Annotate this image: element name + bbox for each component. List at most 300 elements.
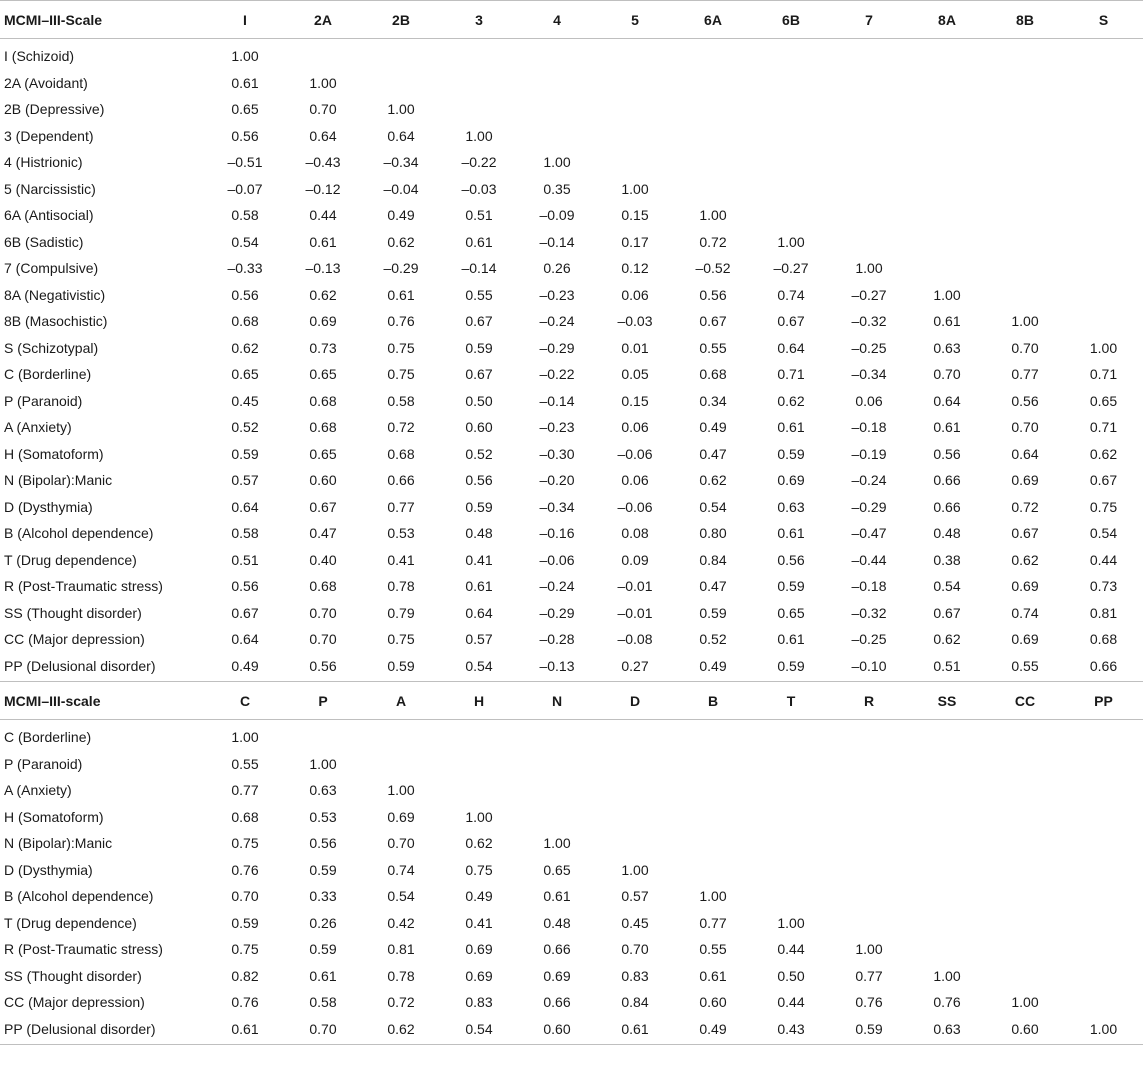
correlation-cell bbox=[908, 883, 986, 910]
correlation-cell: 0.53 bbox=[387, 525, 415, 542]
correlation-cell: 0.62 bbox=[933, 631, 961, 648]
correlation-cell: 0.50 bbox=[777, 967, 805, 984]
correlation-cell: 0.44 bbox=[777, 941, 805, 958]
row-label: CC (Major depression) bbox=[4, 631, 145, 648]
column-header: 2B bbox=[362, 1, 440, 39]
correlation-cell bbox=[830, 202, 908, 229]
row-label: B (Alcohol dependence) bbox=[4, 888, 154, 905]
correlation-cell: 0.83 bbox=[621, 967, 649, 984]
correlation-cell bbox=[986, 202, 1064, 229]
correlation-cell: 0.54 bbox=[465, 657, 493, 674]
correlation-cell: –0.30 bbox=[539, 445, 575, 462]
correlation-cell: 0.64 bbox=[387, 127, 415, 144]
correlation-cell: 0.62 bbox=[362, 1016, 440, 1045]
correlation-cell bbox=[1064, 883, 1143, 910]
correlation-cell: –0.09 bbox=[539, 207, 575, 224]
table2-header-row bbox=[0, 682, 1143, 720]
row-label: 4 (Histrionic) bbox=[4, 154, 83, 171]
row-label: 6A (Antisocial) bbox=[4, 207, 94, 224]
correlation-cell bbox=[440, 70, 518, 97]
correlation-cell: 0.72 bbox=[387, 419, 415, 436]
correlation-cell: 0.70 bbox=[621, 941, 649, 958]
correlation-cell: 0.59 bbox=[309, 941, 337, 958]
correlation-cell: 0.69 bbox=[465, 941, 493, 958]
table-row bbox=[0, 149, 1143, 176]
correlation-cell: 0.08 bbox=[621, 525, 649, 542]
correlation-cell: 0.62 bbox=[699, 472, 727, 489]
correlation-cell bbox=[830, 96, 908, 123]
correlation-cell: 0.17 bbox=[621, 233, 649, 250]
correlation-cell: 0.61 bbox=[309, 967, 337, 984]
correlation-cell: 0.69 bbox=[309, 313, 337, 330]
correlation-cell bbox=[830, 123, 908, 150]
row-label: R (Post-Traumatic stress) bbox=[4, 578, 163, 595]
table1-body bbox=[0, 39, 1143, 682]
correlation-cell bbox=[830, 39, 908, 70]
column-header: 7 bbox=[830, 1, 908, 39]
column-header: CC bbox=[986, 682, 1064, 720]
correlation-cell: 0.55 bbox=[1011, 657, 1039, 674]
row-label: S (Schizotypal) bbox=[4, 339, 99, 356]
correlation-cell bbox=[674, 720, 752, 751]
correlation-cell: 0.44 bbox=[777, 994, 805, 1011]
correlation-cell: 0.56 bbox=[933, 445, 961, 462]
correlation-cell: –0.14 bbox=[539, 392, 575, 409]
table-row bbox=[0, 229, 1143, 256]
correlation-cell bbox=[752, 123, 830, 150]
correlation-cell: –0.14 bbox=[461, 260, 497, 277]
correlation-cell: 0.26 bbox=[309, 914, 337, 931]
correlation-cell: 0.77 bbox=[1011, 366, 1039, 383]
correlation-cell: 0.67 bbox=[231, 604, 259, 621]
table-row bbox=[0, 653, 1143, 682]
column-header: N bbox=[518, 682, 596, 720]
correlation-cell bbox=[908, 229, 986, 256]
correlation-cell: 0.49 bbox=[387, 207, 415, 224]
row-label: P (Paranoid) bbox=[4, 755, 83, 772]
correlation-cell bbox=[752, 883, 830, 910]
correlation-cell: –0.06 bbox=[617, 498, 653, 515]
correlation-cell bbox=[1064, 751, 1143, 778]
correlation-cell bbox=[1064, 910, 1143, 937]
correlation-cell bbox=[284, 39, 362, 70]
correlation-cell: –0.24 bbox=[539, 313, 575, 330]
column-header: H bbox=[440, 682, 518, 720]
row-label: SS (Thought disorder) bbox=[4, 604, 142, 621]
correlation-cell: 0.49 bbox=[699, 657, 727, 674]
correlation-cell: –0.12 bbox=[305, 180, 341, 197]
correlation-cell: 0.64 bbox=[777, 339, 805, 356]
correlation-cell bbox=[596, 804, 674, 831]
correlation-cell bbox=[518, 70, 596, 97]
correlation-cell: 0.72 bbox=[387, 994, 415, 1011]
correlation-cell: –0.22 bbox=[461, 154, 497, 171]
correlation-cell bbox=[908, 936, 986, 963]
correlation-cell: 0.55 bbox=[231, 755, 259, 772]
correlation-cell: 0.71 bbox=[1089, 366, 1118, 383]
correlation-cell: –0.08 bbox=[617, 631, 653, 648]
column-header: 4 bbox=[518, 1, 596, 39]
correlation-cell bbox=[518, 777, 596, 804]
table-row bbox=[0, 830, 1143, 857]
correlation-cell: –0.29 bbox=[539, 604, 575, 621]
correlation-cell: –0.04 bbox=[383, 180, 419, 197]
correlation-cell: 0.54 bbox=[440, 1016, 518, 1045]
correlation-cell: 0.60 bbox=[986, 1016, 1064, 1045]
correlation-cell: 0.67 bbox=[1089, 472, 1118, 489]
correlation-cell: 0.64 bbox=[231, 631, 259, 648]
correlation-cell bbox=[440, 720, 518, 751]
correlation-cell bbox=[674, 751, 752, 778]
correlation-cell: 1.00 bbox=[855, 260, 883, 277]
row-label: D (Dysthymia) bbox=[4, 861, 93, 878]
row-label: 7 (Compulsive) bbox=[4, 260, 99, 277]
correlation-cell: –0.33 bbox=[227, 260, 263, 277]
correlation-cell: 0.54 bbox=[231, 233, 259, 250]
table-row bbox=[0, 414, 1143, 441]
correlation-cell: 0.57 bbox=[231, 472, 259, 489]
correlation-cell bbox=[908, 176, 986, 203]
correlation-cell bbox=[986, 39, 1064, 70]
correlation-cell: –0.06 bbox=[539, 551, 575, 568]
correlation-cell: 0.77 bbox=[231, 782, 259, 799]
correlation-cell: 0.68 bbox=[309, 419, 337, 436]
correlation-cell: 0.09 bbox=[621, 551, 649, 568]
correlation-cell bbox=[518, 720, 596, 751]
correlation-cell: 0.83 bbox=[465, 994, 493, 1011]
row-label: A (Anxiety) bbox=[4, 782, 72, 799]
table2-header bbox=[0, 682, 1143, 720]
correlation-cell bbox=[518, 804, 596, 831]
correlation-cell bbox=[752, 830, 830, 857]
column-header: 6B bbox=[752, 1, 830, 39]
correlation-cell: 0.49 bbox=[231, 657, 259, 674]
correlation-cell: 0.26 bbox=[543, 260, 571, 277]
correlation-cell bbox=[908, 149, 986, 176]
correlation-cell: 0.05 bbox=[621, 366, 649, 383]
correlation-cell: 0.47 bbox=[699, 578, 727, 595]
correlation-cell: 1.00 bbox=[543, 835, 571, 852]
correlation-cell bbox=[986, 255, 1064, 282]
correlation-cell bbox=[596, 70, 674, 97]
correlation-cell: 0.65 bbox=[1089, 392, 1118, 409]
correlation-cell: 0.70 bbox=[1011, 419, 1039, 436]
correlation-cell: 0.41 bbox=[465, 914, 493, 931]
correlation-cell: –0.24 bbox=[851, 472, 887, 489]
correlation-cell bbox=[1064, 149, 1143, 176]
correlation-cell bbox=[752, 176, 830, 203]
correlation-cell: 0.33 bbox=[309, 888, 337, 905]
correlation-cell: 1.00 bbox=[1064, 1016, 1143, 1045]
correlation-cell: 0.69 bbox=[1011, 472, 1039, 489]
column-header: R bbox=[830, 682, 908, 720]
correlation-cell: 0.63 bbox=[908, 1016, 986, 1045]
correlation-cell: 0.75 bbox=[231, 835, 259, 852]
row-label: PP (Delusional disorder) bbox=[4, 657, 156, 674]
correlation-cell: 0.15 bbox=[621, 392, 649, 409]
row-label: 2B (Depressive) bbox=[4, 101, 105, 118]
correlation-cell: 0.61 bbox=[206, 1016, 284, 1045]
correlation-cell bbox=[830, 777, 908, 804]
correlation-cell bbox=[986, 936, 1064, 963]
correlation-cell: 0.67 bbox=[465, 313, 493, 330]
row-label: H (Somatoform) bbox=[4, 808, 104, 825]
correlation-cell: 0.43 bbox=[752, 1016, 830, 1045]
correlation-cell bbox=[908, 123, 986, 150]
correlation-cell bbox=[1064, 804, 1143, 831]
correlation-cell bbox=[986, 830, 1064, 857]
correlation-cell: –0.27 bbox=[773, 260, 809, 277]
correlation-cell: –0.43 bbox=[305, 154, 341, 171]
column-header: A bbox=[362, 682, 440, 720]
correlation-cell bbox=[908, 255, 986, 282]
correlation-cell: 0.52 bbox=[465, 445, 493, 462]
table-row bbox=[0, 441, 1143, 468]
column-header: C bbox=[206, 682, 284, 720]
correlation-cell: 0.61 bbox=[387, 286, 415, 303]
correlation-cell bbox=[830, 720, 908, 751]
row-label: A (Anxiety) bbox=[4, 419, 72, 436]
correlation-cell: 0.70 bbox=[309, 631, 337, 648]
correlation-cell: 0.62 bbox=[1011, 551, 1039, 568]
table-row bbox=[0, 963, 1143, 990]
correlation-cell bbox=[908, 70, 986, 97]
correlation-cell: 0.56 bbox=[777, 551, 805, 568]
correlation-cell: 0.66 bbox=[1089, 657, 1118, 674]
correlation-cell: 0.61 bbox=[543, 888, 571, 905]
correlation-cell: 0.59 bbox=[699, 604, 727, 621]
correlation-cell bbox=[908, 96, 986, 123]
correlation-cell bbox=[908, 910, 986, 937]
correlation-cell: –0.18 bbox=[851, 578, 887, 595]
correlation-cell bbox=[518, 751, 596, 778]
correlation-cell: 0.54 bbox=[387, 888, 415, 905]
correlation-cell: 0.64 bbox=[933, 392, 961, 409]
correlation-cell: 0.62 bbox=[1089, 445, 1118, 462]
correlation-cell: 0.65 bbox=[777, 604, 805, 621]
correlation-cell: 0.69 bbox=[543, 967, 571, 984]
correlation-cell: 0.61 bbox=[465, 578, 493, 595]
correlation-cell: –0.06 bbox=[617, 445, 653, 462]
correlation-cell: 0.61 bbox=[699, 967, 727, 984]
table-row bbox=[0, 857, 1143, 884]
table-row bbox=[0, 176, 1143, 203]
correlation-cell bbox=[986, 751, 1064, 778]
correlation-cell: –0.34 bbox=[851, 366, 887, 383]
correlation-cell bbox=[362, 720, 440, 751]
correlation-cell bbox=[830, 830, 908, 857]
correlation-cell: 0.58 bbox=[387, 392, 415, 409]
correlation-cell: 0.41 bbox=[465, 551, 493, 568]
correlation-cell bbox=[752, 70, 830, 97]
row-label: 6B (Sadistic) bbox=[4, 233, 84, 250]
correlation-cell bbox=[986, 720, 1064, 751]
correlation-cell: 0.53 bbox=[309, 808, 337, 825]
correlation-cell: 0.79 bbox=[387, 604, 415, 621]
column-header: P bbox=[284, 682, 362, 720]
correlation-cell: 0.62 bbox=[387, 233, 415, 250]
correlation-cell: 0.61 bbox=[777, 419, 805, 436]
correlation-cell: 0.72 bbox=[1011, 498, 1039, 515]
correlation-cell: 0.34 bbox=[699, 392, 727, 409]
correlation-cell: 1.00 bbox=[309, 74, 337, 91]
row-label: R (Post-Traumatic stress) bbox=[4, 941, 163, 958]
correlation-cell: –0.01 bbox=[617, 578, 653, 595]
correlation-cell: 0.61 bbox=[465, 233, 493, 250]
correlation-cell: 0.84 bbox=[621, 994, 649, 1011]
correlation-cell: 0.66 bbox=[933, 498, 961, 515]
correlation-cell bbox=[986, 149, 1064, 176]
table-row bbox=[0, 520, 1143, 547]
correlation-cell: 1.00 bbox=[231, 48, 259, 65]
correlation-cell: 0.52 bbox=[231, 419, 259, 436]
correlation-cell: 0.76 bbox=[231, 994, 259, 1011]
correlation-cell bbox=[986, 777, 1064, 804]
correlation-cell bbox=[1064, 857, 1143, 884]
correlation-cell: 0.62 bbox=[309, 286, 337, 303]
correlation-cell: 0.63 bbox=[309, 782, 337, 799]
correlation-cell: 0.70 bbox=[933, 366, 961, 383]
correlation-cell: 1.00 bbox=[543, 154, 571, 171]
correlation-cell bbox=[1064, 123, 1143, 150]
correlation-cell: 0.60 bbox=[518, 1016, 596, 1045]
table-row bbox=[0, 573, 1143, 600]
correlation-cell: –0.19 bbox=[851, 445, 887, 462]
correlation-cell bbox=[1064, 936, 1143, 963]
correlation-cell: 0.68 bbox=[309, 392, 337, 409]
row-label: D (Dysthymia) bbox=[4, 498, 93, 515]
correlation-cell: 0.67 bbox=[309, 498, 337, 515]
correlation-cell: 0.62 bbox=[777, 392, 805, 409]
correlation-cell: 0.49 bbox=[674, 1016, 752, 1045]
correlation-cell: 0.61 bbox=[933, 419, 961, 436]
correlation-cell: –0.52 bbox=[695, 260, 731, 277]
correlation-cell: 0.68 bbox=[387, 445, 415, 462]
correlation-cell: 1.00 bbox=[777, 233, 805, 250]
correlation-cell: 0.59 bbox=[387, 657, 415, 674]
correlation-cell bbox=[362, 751, 440, 778]
correlation-cell: 0.59 bbox=[777, 445, 805, 462]
correlation-cell bbox=[830, 229, 908, 256]
correlation-cell: 0.60 bbox=[465, 419, 493, 436]
correlation-cell: 0.60 bbox=[699, 994, 727, 1011]
table-row bbox=[0, 910, 1143, 937]
correlation-cell: 0.54 bbox=[699, 498, 727, 515]
correlation-cell: 0.82 bbox=[231, 967, 259, 984]
correlation-cell: 0.49 bbox=[699, 419, 727, 436]
correlation-cell: 0.65 bbox=[231, 101, 259, 118]
correlation-cell: 0.72 bbox=[699, 233, 727, 250]
row-label: N (Bipolar):Manic bbox=[4, 835, 113, 852]
correlation-cell bbox=[596, 123, 674, 150]
correlation-cell: 0.56 bbox=[309, 835, 337, 852]
correlation-cell bbox=[596, 830, 674, 857]
correlation-cell bbox=[986, 282, 1064, 309]
correlation-cell: –0.24 bbox=[539, 578, 575, 595]
correlation-cell: 0.51 bbox=[465, 207, 493, 224]
correlation-cell bbox=[674, 39, 752, 70]
correlation-cell bbox=[1064, 229, 1143, 256]
table1-header-row bbox=[0, 1, 1143, 39]
correlation-cell: 1.00 bbox=[1011, 313, 1039, 330]
correlation-cell: 0.57 bbox=[465, 631, 493, 648]
correlation-cell bbox=[440, 777, 518, 804]
correlation-cell: 0.55 bbox=[699, 339, 727, 356]
correlation-cell: 0.56 bbox=[231, 286, 259, 303]
correlation-cell: –0.47 bbox=[851, 525, 887, 542]
correlation-cell bbox=[986, 70, 1064, 97]
correlation-cell: 0.56 bbox=[1011, 392, 1039, 409]
correlation-cell: –0.23 bbox=[539, 286, 575, 303]
correlation-cell bbox=[986, 229, 1064, 256]
row-label: T (Drug dependence) bbox=[4, 914, 137, 931]
correlation-cell bbox=[1064, 39, 1143, 70]
correlation-cell: 0.65 bbox=[543, 861, 571, 878]
correlation-cell bbox=[440, 96, 518, 123]
column-header: 8B bbox=[986, 1, 1064, 39]
correlation-cell: –0.01 bbox=[617, 604, 653, 621]
correlation-cell: 0.48 bbox=[465, 525, 493, 542]
correlation-cell bbox=[752, 96, 830, 123]
correlation-cell: 0.74 bbox=[387, 861, 415, 878]
correlation-cell: 0.75 bbox=[387, 631, 415, 648]
correlation-cell: 0.61 bbox=[309, 233, 337, 250]
correlation-cell bbox=[674, 176, 752, 203]
row-label: I (Schizoid) bbox=[4, 48, 75, 65]
column-header: D bbox=[596, 682, 674, 720]
correlation-cell: 0.59 bbox=[465, 339, 493, 356]
correlation-cell: 0.70 bbox=[284, 1016, 362, 1045]
correlation-cell bbox=[986, 857, 1064, 884]
correlation-cell: 0.55 bbox=[465, 286, 493, 303]
correlation-cell: 0.40 bbox=[309, 551, 337, 568]
column-header: B bbox=[674, 682, 752, 720]
correlation-cell: 0.56 bbox=[309, 657, 337, 674]
correlation-cell bbox=[1064, 176, 1143, 203]
correlation-cell: 0.06 bbox=[621, 472, 649, 489]
column-header: SS bbox=[908, 682, 986, 720]
row-label: CC (Major depression) bbox=[4, 994, 145, 1011]
correlation-cell bbox=[518, 39, 596, 70]
correlation-cell: 0.68 bbox=[309, 578, 337, 595]
correlation-cell: 1.00 bbox=[1011, 994, 1039, 1011]
correlation-cell: –0.28 bbox=[539, 631, 575, 648]
correlation-cell: 0.73 bbox=[309, 339, 337, 356]
correlation-cell: 0.59 bbox=[231, 914, 259, 931]
correlation-cell: –0.25 bbox=[851, 631, 887, 648]
correlation-cell bbox=[752, 149, 830, 176]
correlation-cell: 0.76 bbox=[933, 994, 961, 1011]
correlation-cell bbox=[1064, 282, 1143, 309]
correlation-cell: 0.58 bbox=[231, 525, 259, 542]
correlation-cell bbox=[830, 149, 908, 176]
correlation-cell bbox=[362, 39, 440, 70]
correlation-cell bbox=[986, 963, 1064, 990]
correlation-cell bbox=[1064, 308, 1143, 335]
table1-header bbox=[0, 1, 1143, 39]
correlation-cell: –0.44 bbox=[851, 551, 887, 568]
table-row bbox=[0, 388, 1143, 415]
correlation-cell bbox=[674, 830, 752, 857]
correlation-cell bbox=[596, 39, 674, 70]
row-label: 8B (Masochistic) bbox=[4, 313, 108, 330]
correlation-cell: 1.00 bbox=[699, 207, 727, 224]
correlation-cell: 0.77 bbox=[387, 498, 415, 515]
correlation-cell: 0.06 bbox=[621, 286, 649, 303]
correlation-cell: 0.62 bbox=[231, 339, 259, 356]
correlation-cell bbox=[830, 857, 908, 884]
correlation-cell: 0.63 bbox=[777, 498, 805, 515]
